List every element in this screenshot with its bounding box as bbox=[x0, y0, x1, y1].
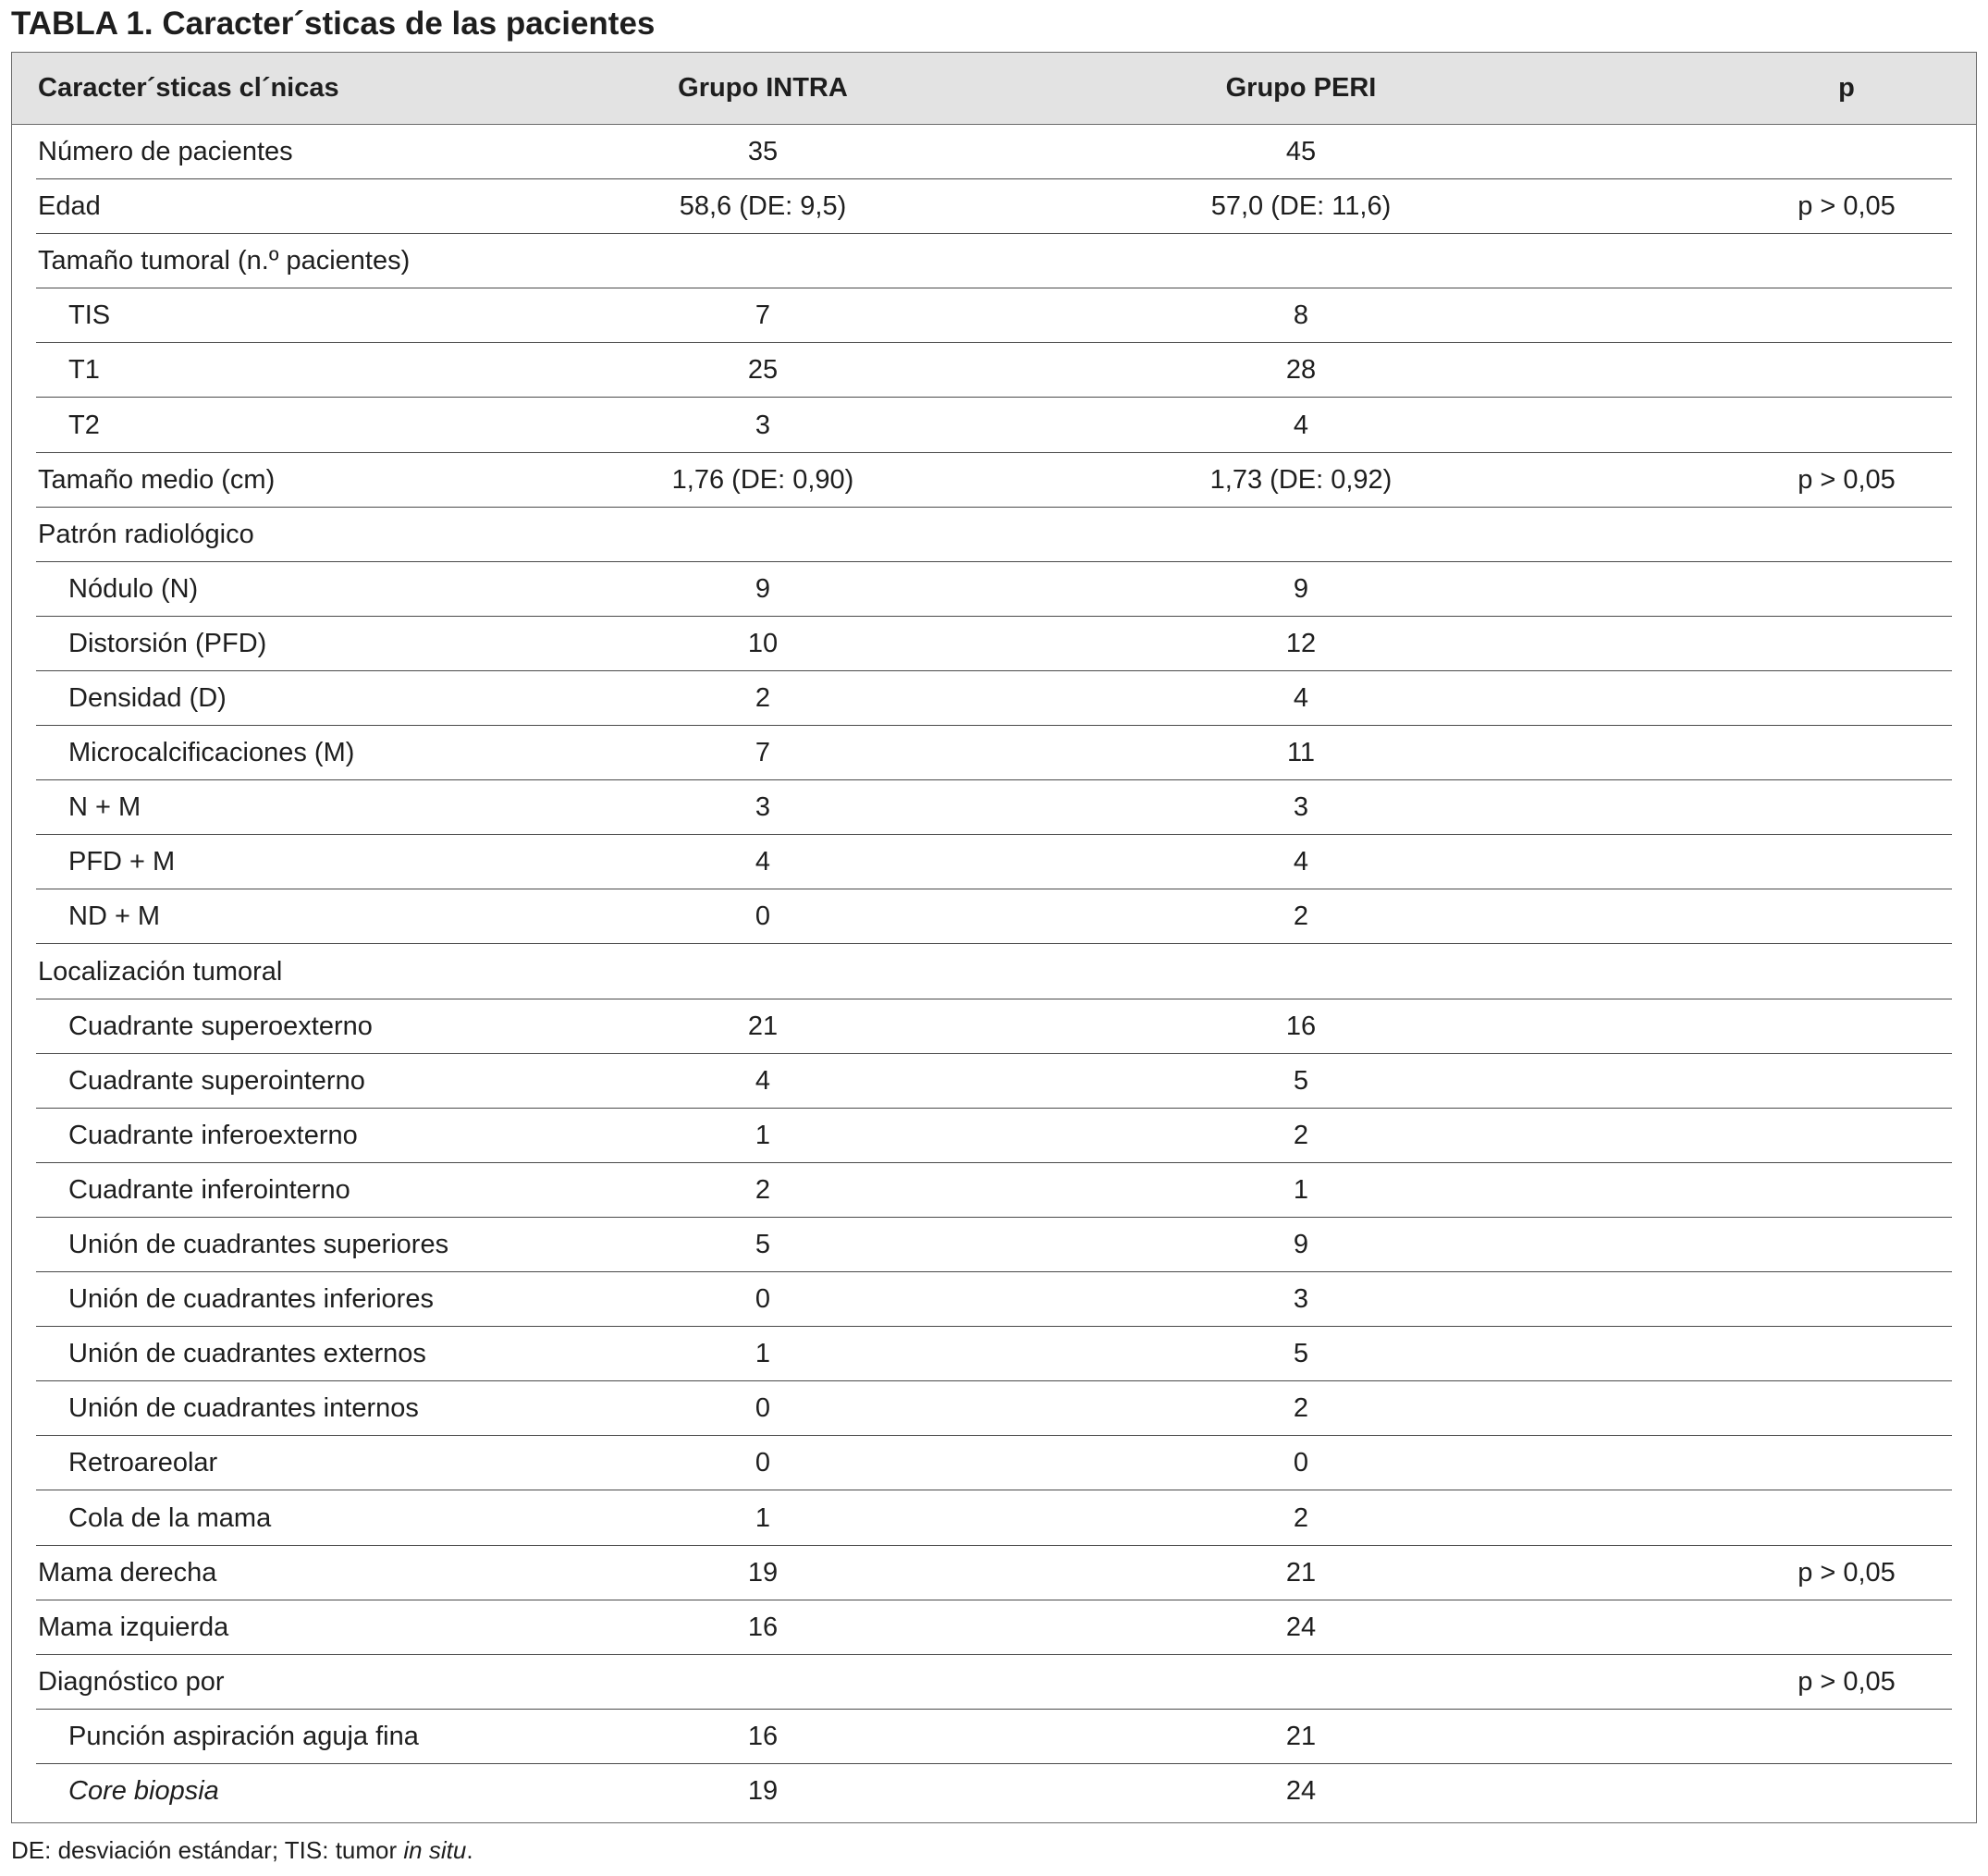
table-row bbox=[12, 1218, 1976, 1272]
row-label: Unión de cuadrantes superiores bbox=[68, 1230, 449, 1259]
cell-grupo-peri: 4 bbox=[1293, 847, 1309, 877]
cell-grupo-intra bbox=[670, 234, 855, 288]
table-row bbox=[12, 999, 1976, 1054]
cell-grupo-intra: 1 bbox=[755, 1502, 771, 1533]
cell-grupo-intra: 0 bbox=[755, 901, 771, 932]
row-label: ND + M bbox=[68, 901, 161, 932]
row-label: Unión de cuadrantes externos bbox=[68, 1339, 426, 1369]
footnote-text: DE: desviación estándar; TIS: tumor bbox=[11, 1836, 404, 1864]
cell-grupo-intra: 5 bbox=[755, 1230, 771, 1259]
cell-p-value: p > 0,05 bbox=[1798, 1666, 1896, 1697]
row-label: Tamaño medio (cm) bbox=[38, 464, 276, 495]
table-row bbox=[12, 234, 1976, 288]
row-label: Edad bbox=[38, 191, 101, 222]
table-row bbox=[12, 508, 1976, 562]
row-label: Cuadrante inferoexterno bbox=[68, 1120, 358, 1150]
table-row bbox=[12, 945, 1976, 999]
cell-p-value bbox=[1754, 1327, 1939, 1381]
cell-grupo-peri: 45 bbox=[1285, 137, 1317, 166]
row-label: Cola de la mama bbox=[68, 1502, 272, 1533]
table-row bbox=[12, 1655, 1976, 1710]
cell-grupo-intra: 1,76 (DE: 0,90) bbox=[671, 464, 854, 495]
row-label: Distorsión (PFD) bbox=[68, 628, 267, 658]
table-row bbox=[12, 1381, 1976, 1436]
row-label: PFD + M bbox=[68, 847, 176, 877]
row-label: Core biopsia bbox=[68, 1776, 219, 1806]
cell-p-value bbox=[1754, 945, 1939, 999]
cell-grupo-peri: 3 bbox=[1293, 792, 1309, 823]
row-label: Unión de cuadrantes internos bbox=[68, 1393, 419, 1424]
table-row bbox=[12, 671, 1976, 726]
cell-p-value bbox=[1754, 780, 1939, 835]
cell-p-value bbox=[1754, 234, 1939, 288]
cell-grupo-peri: 9 bbox=[1293, 573, 1309, 604]
cell-grupo-intra: 3 bbox=[755, 410, 771, 440]
table-row bbox=[12, 453, 1976, 508]
cell-grupo-peri: 4 bbox=[1293, 410, 1309, 440]
cell-grupo-intra: 19 bbox=[747, 1557, 779, 1588]
cell-grupo-intra: 35 bbox=[747, 137, 779, 166]
cell-p-value bbox=[1754, 343, 1939, 398]
cell-p-value bbox=[1754, 889, 1939, 944]
table-row bbox=[12, 1600, 1976, 1655]
table-row bbox=[12, 125, 1976, 179]
cell-grupo-intra: 3 bbox=[755, 792, 771, 823]
row-label: Mama derecha bbox=[38, 1557, 217, 1588]
cell-grupo-peri bbox=[1190, 945, 1412, 999]
cell-grupo-peri: 57,0 (DE: 11,6) bbox=[1210, 191, 1392, 222]
cell-grupo-peri: 21 bbox=[1285, 1721, 1317, 1751]
row-label: N + M bbox=[68, 792, 141, 823]
row-label: TIS bbox=[68, 300, 111, 331]
cell-grupo-intra: 58,6 (DE: 9,5) bbox=[679, 191, 847, 222]
cell-grupo-intra: 4 bbox=[755, 1065, 771, 1096]
row-label: Diagnóstico por bbox=[38, 1666, 225, 1697]
cell-grupo-peri: 28 bbox=[1285, 355, 1317, 386]
cell-p-value: p > 0,05 bbox=[1798, 464, 1896, 495]
cell-grupo-intra bbox=[670, 945, 855, 999]
row-label: T2 bbox=[68, 410, 100, 440]
table-row bbox=[12, 617, 1976, 671]
cell-p-value bbox=[1754, 1710, 1939, 1764]
cell-grupo-intra: 2 bbox=[755, 683, 771, 713]
cell-grupo-peri: 5 bbox=[1293, 1339, 1309, 1369]
table-row bbox=[12, 562, 1976, 617]
cell-grupo-peri: 9 bbox=[1293, 1230, 1309, 1259]
cell-grupo-intra: 1 bbox=[755, 1120, 771, 1150]
row-label: Unión de cuadrantes inferiores bbox=[68, 1284, 434, 1315]
table-row bbox=[12, 1764, 1976, 1819]
cell-grupo-peri: 4 bbox=[1293, 683, 1309, 713]
cell-p-value bbox=[1754, 1381, 1939, 1436]
cell-p-value bbox=[1754, 398, 1939, 453]
data-table bbox=[11, 52, 1977, 1823]
header-characteristics: Caracter´sticas cl´nicas bbox=[38, 73, 339, 103]
cell-grupo-peri: 0 bbox=[1293, 1448, 1309, 1478]
cell-p-value bbox=[1754, 1218, 1939, 1272]
cell-grupo-peri bbox=[1190, 234, 1412, 288]
row-label: Tamaño tumoral (n.º pacientes) bbox=[38, 246, 411, 276]
cell-p-value bbox=[1754, 999, 1939, 1054]
table-row bbox=[12, 179, 1976, 234]
row-label: Patrón radiológico bbox=[38, 519, 254, 549]
table-row bbox=[12, 1436, 1976, 1490]
footnote-italic: in situ bbox=[403, 1836, 467, 1864]
footnote-end: . bbox=[466, 1836, 473, 1864]
cell-p-value bbox=[1754, 835, 1939, 889]
cell-grupo-intra: 21 bbox=[747, 1011, 779, 1041]
cell-grupo-peri bbox=[1190, 508, 1412, 562]
row-label: Cuadrante superointerno bbox=[68, 1065, 365, 1096]
cell-grupo-peri: 2 bbox=[1293, 1393, 1309, 1424]
cell-p-value bbox=[1754, 1491, 1939, 1546]
row-label: Densidad (D) bbox=[68, 683, 227, 713]
cell-p-value bbox=[1754, 562, 1939, 617]
cell-grupo-intra: 16 bbox=[747, 1721, 779, 1751]
table-row bbox=[12, 780, 1976, 835]
cell-grupo-peri: 1,73 (DE: 0,92) bbox=[1209, 464, 1393, 495]
table-row bbox=[12, 835, 1976, 889]
table-row bbox=[12, 889, 1976, 944]
cell-p-value bbox=[1754, 1272, 1939, 1327]
cell-grupo-intra: 0 bbox=[755, 1284, 771, 1315]
row-label: T1 bbox=[68, 355, 100, 386]
cell-grupo-intra: 7 bbox=[755, 738, 771, 768]
cell-p-value bbox=[1754, 617, 1939, 671]
cell-grupo-intra bbox=[670, 1655, 855, 1710]
cell-grupo-peri: 5 bbox=[1293, 1065, 1309, 1096]
cell-p-value: p > 0,05 bbox=[1798, 1557, 1896, 1588]
cell-grupo-intra: 4 bbox=[755, 847, 771, 877]
cell-grupo-intra: 10 bbox=[747, 628, 779, 658]
cell-grupo-peri: 11 bbox=[1286, 738, 1316, 768]
cell-grupo-intra: 0 bbox=[755, 1393, 771, 1424]
cell-p-value bbox=[1754, 1436, 1939, 1490]
row-label: Cuadrante inferointerno bbox=[68, 1174, 350, 1205]
cell-p-value bbox=[1754, 726, 1939, 780]
cell-grupo-intra: 9 bbox=[755, 573, 771, 604]
row-label: Número de pacientes bbox=[38, 137, 293, 166]
cell-grupo-peri: 3 bbox=[1293, 1284, 1309, 1315]
cell-grupo-intra: 19 bbox=[747, 1776, 779, 1806]
cell-grupo-intra: 25 bbox=[747, 355, 779, 386]
cell-p-value bbox=[1754, 1600, 1939, 1655]
table-row bbox=[12, 288, 1976, 343]
table-row bbox=[12, 1491, 1976, 1546]
table-row bbox=[12, 1163, 1976, 1218]
table-row bbox=[12, 1546, 1976, 1600]
row-label: Punción aspiración aguja fina bbox=[68, 1721, 419, 1751]
cell-grupo-peri: 1 bbox=[1293, 1174, 1309, 1205]
cell-p-value bbox=[1754, 1764, 1939, 1819]
table-row bbox=[12, 1272, 1976, 1327]
cell-grupo-peri: 24 bbox=[1285, 1776, 1317, 1806]
table-row bbox=[12, 398, 1976, 453]
cell-grupo-intra: 2 bbox=[755, 1174, 771, 1205]
row-label: Microcalcificaciones (M) bbox=[68, 738, 355, 768]
cell-grupo-peri: 21 bbox=[1285, 1557, 1317, 1588]
cell-p-value bbox=[1754, 288, 1939, 343]
cell-grupo-peri: 2 bbox=[1293, 1120, 1309, 1150]
cell-grupo-intra: 0 bbox=[755, 1448, 771, 1478]
table-footnote bbox=[11, 1836, 473, 1865]
row-label: Localización tumoral bbox=[38, 956, 283, 987]
table-row bbox=[12, 1327, 1976, 1381]
table-row bbox=[12, 1054, 1976, 1109]
cell-grupo-intra: 7 bbox=[755, 300, 771, 331]
cell-grupo-peri: 2 bbox=[1293, 901, 1309, 932]
cell-p-value bbox=[1754, 1163, 1939, 1218]
header-grupo-intra: Grupo INTRA bbox=[678, 73, 848, 103]
table-title: TABLA 1. Caracter´sticas de las pacientes bbox=[11, 6, 656, 42]
cell-p-value bbox=[1754, 1109, 1939, 1163]
cell-grupo-peri: 12 bbox=[1285, 628, 1317, 658]
table-row bbox=[12, 1109, 1976, 1163]
row-label: Cuadrante superoexterno bbox=[68, 1011, 373, 1041]
cell-grupo-peri: 16 bbox=[1285, 1011, 1317, 1041]
row-label: Mama izquierda bbox=[38, 1612, 229, 1642]
cell-grupo-intra: 16 bbox=[747, 1612, 779, 1642]
table-row bbox=[12, 726, 1976, 780]
table-row bbox=[12, 1710, 1976, 1764]
row-label: Nódulo (N) bbox=[68, 573, 199, 604]
cell-p-value bbox=[1754, 125, 1939, 179]
cell-grupo-peri: 24 bbox=[1285, 1612, 1317, 1642]
cell-grupo-intra: 1 bbox=[755, 1339, 771, 1369]
cell-p-value bbox=[1754, 1054, 1939, 1109]
cell-p-value bbox=[1754, 671, 1939, 726]
cell-grupo-peri: 8 bbox=[1293, 300, 1309, 331]
cell-grupo-peri: 2 bbox=[1293, 1502, 1309, 1533]
table-header bbox=[12, 53, 1976, 125]
table-row bbox=[12, 343, 1976, 398]
cell-p-value bbox=[1754, 508, 1939, 562]
cell-grupo-intra bbox=[670, 508, 855, 562]
header-grupo-peri: Grupo PERI bbox=[1225, 73, 1377, 103]
row-label: Retroareolar bbox=[68, 1448, 218, 1478]
header-p-value: p bbox=[1838, 73, 1855, 103]
cell-p-value: p > 0,05 bbox=[1798, 191, 1896, 222]
cell-grupo-peri bbox=[1190, 1655, 1412, 1710]
